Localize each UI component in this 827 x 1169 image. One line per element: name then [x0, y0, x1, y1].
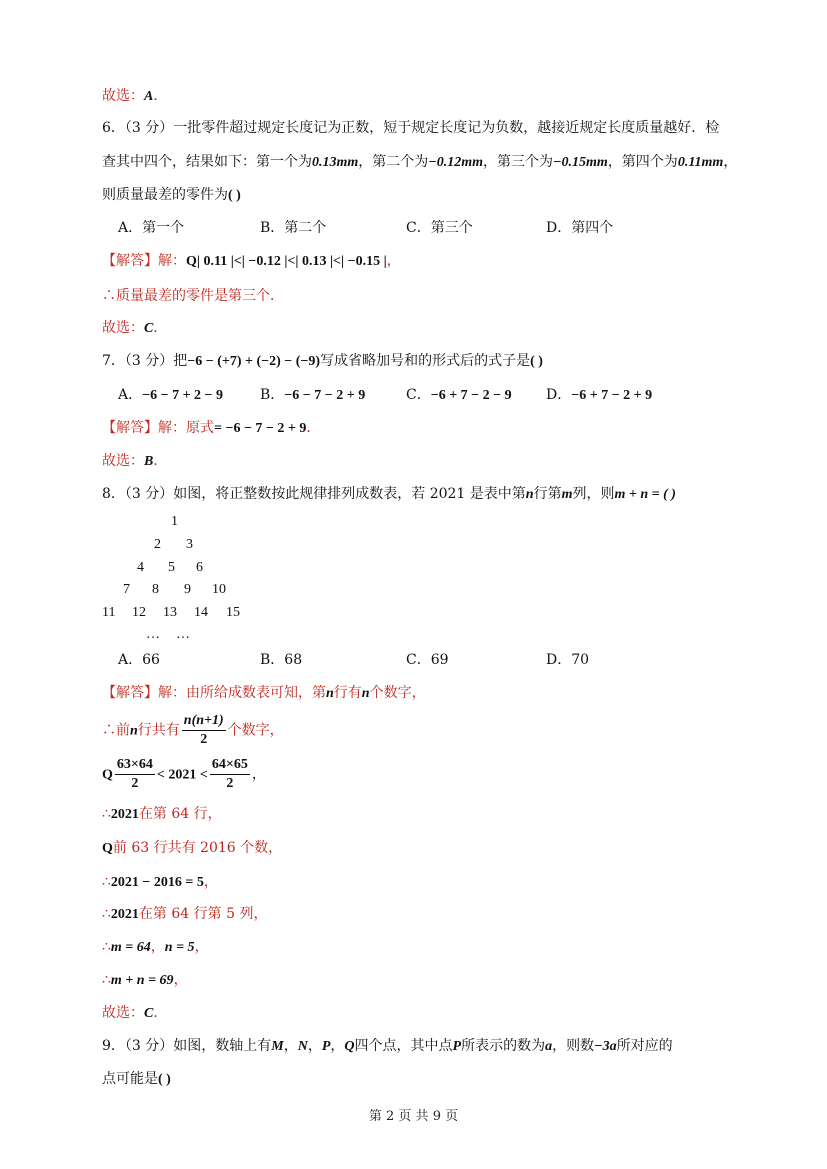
triangle-ellipsis: …	[176, 627, 190, 642]
math: 2021 − 2016 = 5	[110, 875, 204, 890]
because-symbol: Q	[102, 841, 113, 856]
math: 0.13mm	[312, 155, 359, 170]
period: ．	[153, 88, 168, 104]
q6-option-c: C．第三个	[406, 220, 473, 236]
q6-option-a: A．第一个	[118, 220, 185, 236]
solution-tag: 【解答】	[102, 420, 158, 436]
triangle-cell: 5	[168, 560, 175, 575]
q8-solution-step2	[102, 712, 284, 750]
triangle-cell: 7	[123, 582, 130, 597]
q6-stem-line2	[102, 152, 737, 173]
math-n: n	[326, 686, 334, 701]
text: ，	[203, 874, 218, 890]
triangle-cell: 6	[196, 560, 203, 575]
fraction	[210, 756, 250, 793]
math-m: m	[561, 487, 573, 502]
therefore-symbol: ∴	[102, 906, 111, 922]
q7-solution	[102, 418, 320, 439]
text: ，第三个为	[483, 154, 554, 170]
option-math: −6 + 7 − 2 + 9	[571, 388, 653, 403]
period: ．	[153, 453, 168, 469]
text: 在第 64 行第 5 列，	[138, 906, 268, 922]
text: 四个点，其中点	[354, 1038, 453, 1054]
select-value: A	[144, 89, 154, 104]
text: 8．（3 分）如图，将正整数按此规律排列成数表，若 2021 是表中第	[102, 486, 526, 502]
solution-tag: 【解答】	[102, 253, 158, 269]
q8-solution-step1	[102, 683, 426, 704]
answer-blank: ( )	[228, 188, 241, 203]
option-math: −6 − 7 − 2 + 9	[284, 388, 366, 403]
text: ，	[150, 939, 165, 955]
q6-solution	[102, 251, 401, 272]
text: ．	[306, 420, 321, 436]
fraction	[182, 712, 226, 749]
math: N	[297, 1039, 308, 1054]
period: ．	[153, 320, 168, 336]
q9-stem-line1	[102, 1036, 673, 1057]
text: ，则数	[552, 1038, 595, 1054]
text: 在第 64 行，	[138, 806, 222, 822]
text: ，	[386, 253, 401, 269]
q6-conclusion: ∴质量最差的零件是第三个．	[102, 288, 284, 304]
option-label: D．	[546, 387, 572, 403]
q5-answer-selection	[102, 86, 167, 107]
text: 行共有	[137, 722, 180, 739]
option-label: A．	[118, 387, 143, 403]
text: 写成省略加号和的形式后的式子是	[320, 353, 531, 369]
triangle-cell: 9	[184, 582, 191, 597]
select-label: 故选：	[102, 88, 144, 104]
math: P	[321, 1039, 331, 1054]
math: P	[452, 1039, 462, 1054]
therefore-symbol: ∴	[102, 874, 111, 890]
math: m + n = 69	[110, 973, 174, 988]
text: ，	[723, 154, 738, 170]
text: 解：	[158, 253, 186, 269]
q8-solution-step7	[102, 904, 267, 925]
q7-stem	[102, 351, 543, 372]
option-math: −6 − 7 + 2 − 9	[142, 388, 224, 403]
math: = −6 − 7 − 2 + 9	[214, 421, 307, 436]
therefore-symbol: ∴	[102, 972, 111, 988]
q9-stem-line2	[102, 1069, 171, 1090]
q6-option-d: D．第四个	[546, 220, 614, 236]
math: −0.15mm	[553, 155, 608, 170]
select-value: B	[144, 454, 154, 469]
math: n = 5	[164, 940, 195, 955]
math: a	[545, 1039, 553, 1054]
denominator: 2	[226, 776, 234, 791]
text: 前 63 行共有 2016 个数，	[112, 840, 283, 856]
q7-option-a	[118, 385, 223, 406]
q6-stem-line1: 6．（3 分）一批零件超过规定长度记为正数，短于规定长度记为负数，越接近规定长度质量越好．检	[102, 120, 720, 136]
text: ，	[251, 766, 266, 783]
text: ，	[194, 939, 209, 955]
q8-option-d: D．70	[546, 652, 590, 668]
q8-answer-selection	[102, 1003, 167, 1024]
text: ，第四个为	[607, 154, 678, 170]
text: 解：原式	[158, 420, 214, 436]
denominator: 2	[200, 732, 208, 747]
select-label: 故选：	[102, 1005, 144, 1021]
numerator: 63×64	[115, 756, 155, 775]
text: 所对应的	[616, 1038, 673, 1054]
q7-option-d	[546, 385, 652, 406]
therefore-symbol: ∴	[102, 806, 111, 822]
select-value: C	[144, 1006, 154, 1021]
text: 列，则	[572, 486, 615, 502]
answer-blank: ( )	[530, 354, 543, 369]
math: Q| 0.11 |<| −0.12 |<| 0.13 |<| −0.15 |	[186, 254, 387, 269]
q8-solution-step8	[102, 937, 209, 958]
text: ，	[307, 1038, 322, 1054]
select-value: C	[144, 321, 154, 336]
q8-solution-step6	[102, 872, 218, 893]
fraction	[115, 756, 155, 793]
text: ∴前	[102, 722, 130, 739]
triangle-cell: 3	[186, 537, 193, 552]
triangle-cell: 1	[171, 514, 178, 529]
text: 7．（3 分）把	[102, 353, 188, 369]
period: ．	[153, 1005, 168, 1021]
q7-option-b	[260, 385, 365, 406]
text: ，第二个为	[358, 154, 429, 170]
q6-option-b: B．第二个	[260, 220, 327, 236]
q8-solution-step9	[102, 970, 188, 991]
select-label: 故选：	[102, 320, 144, 336]
therefore-symbol: ∴	[102, 939, 111, 955]
text: 行第	[533, 486, 562, 502]
option-math: −6 + 7 − 2 − 9	[430, 388, 512, 403]
q8-option-b: B．68	[260, 652, 303, 668]
triangle-cell: 4	[137, 560, 144, 575]
triangle-cell: 8	[152, 582, 159, 597]
q8-solution-step4	[102, 804, 222, 825]
solution-tag: 【解答】	[102, 685, 158, 701]
option-label: C．	[406, 387, 431, 403]
triangle-ellipsis: …	[146, 627, 160, 642]
numerator: 64×65	[210, 756, 250, 775]
text: 个数字，	[227, 722, 284, 739]
triangle-cell: 13	[163, 605, 177, 620]
text: ，	[173, 972, 188, 988]
triangle-cell: 14	[194, 605, 208, 620]
q7-answer-selection	[102, 451, 167, 472]
math: −3a	[594, 1039, 617, 1054]
triangle-cell: 11	[102, 605, 116, 620]
triangle-cell: 12	[132, 605, 146, 620]
q6-stem-line3	[102, 185, 241, 206]
q8-option-c: C．69	[406, 652, 449, 668]
q6-answer-selection	[102, 318, 167, 339]
math: m + n = ( )	[614, 487, 676, 502]
select-label: 故选：	[102, 453, 144, 469]
math: −6 − (+7) + (−2) − (−9)	[187, 354, 321, 369]
numerator: n(n+1)	[182, 712, 226, 731]
text: 9．（3 分）如图，数轴上有	[102, 1038, 272, 1054]
page-footer: 第 2 页 共 9 页	[368, 1109, 459, 1124]
q8-solution-step5	[102, 838, 282, 859]
text: 所表示的数为	[461, 1038, 546, 1054]
math: Q	[344, 1039, 355, 1054]
answer-blank: ( )	[158, 1072, 171, 1087]
math-n: n	[130, 723, 138, 739]
q8-solution-step3	[102, 756, 266, 794]
math: 2021	[110, 807, 139, 822]
math: 0.11mm	[677, 155, 724, 170]
math-n: n	[525, 487, 534, 502]
text: 查其中四个，结果如下：第一个为	[102, 154, 312, 170]
text: ，	[283, 1038, 298, 1054]
triangle-cell: 15	[226, 605, 240, 620]
math-n: n	[361, 686, 370, 701]
text: 则质量最差的零件为	[102, 187, 228, 203]
text: 解：由所给成数表可知，第	[158, 685, 326, 701]
math: < 2021 <	[156, 767, 208, 783]
q8-option-a: A．66	[118, 652, 160, 668]
math: 2021	[110, 907, 139, 922]
triangle-cell: 2	[154, 537, 161, 552]
math: M	[271, 1039, 284, 1054]
math: −0.12mm	[428, 155, 484, 170]
text: 个数字，	[369, 685, 426, 701]
triangle-cell: 10	[212, 582, 226, 597]
q7-option-c	[406, 385, 512, 406]
text: 行有	[333, 685, 362, 701]
denominator: 2	[131, 776, 139, 791]
text: 点可能是	[102, 1071, 158, 1087]
math: m = 64	[110, 940, 151, 955]
option-label: B．	[260, 387, 285, 403]
because-symbol: Q	[102, 767, 113, 783]
q8-stem	[102, 484, 676, 505]
text: ，	[330, 1038, 345, 1054]
